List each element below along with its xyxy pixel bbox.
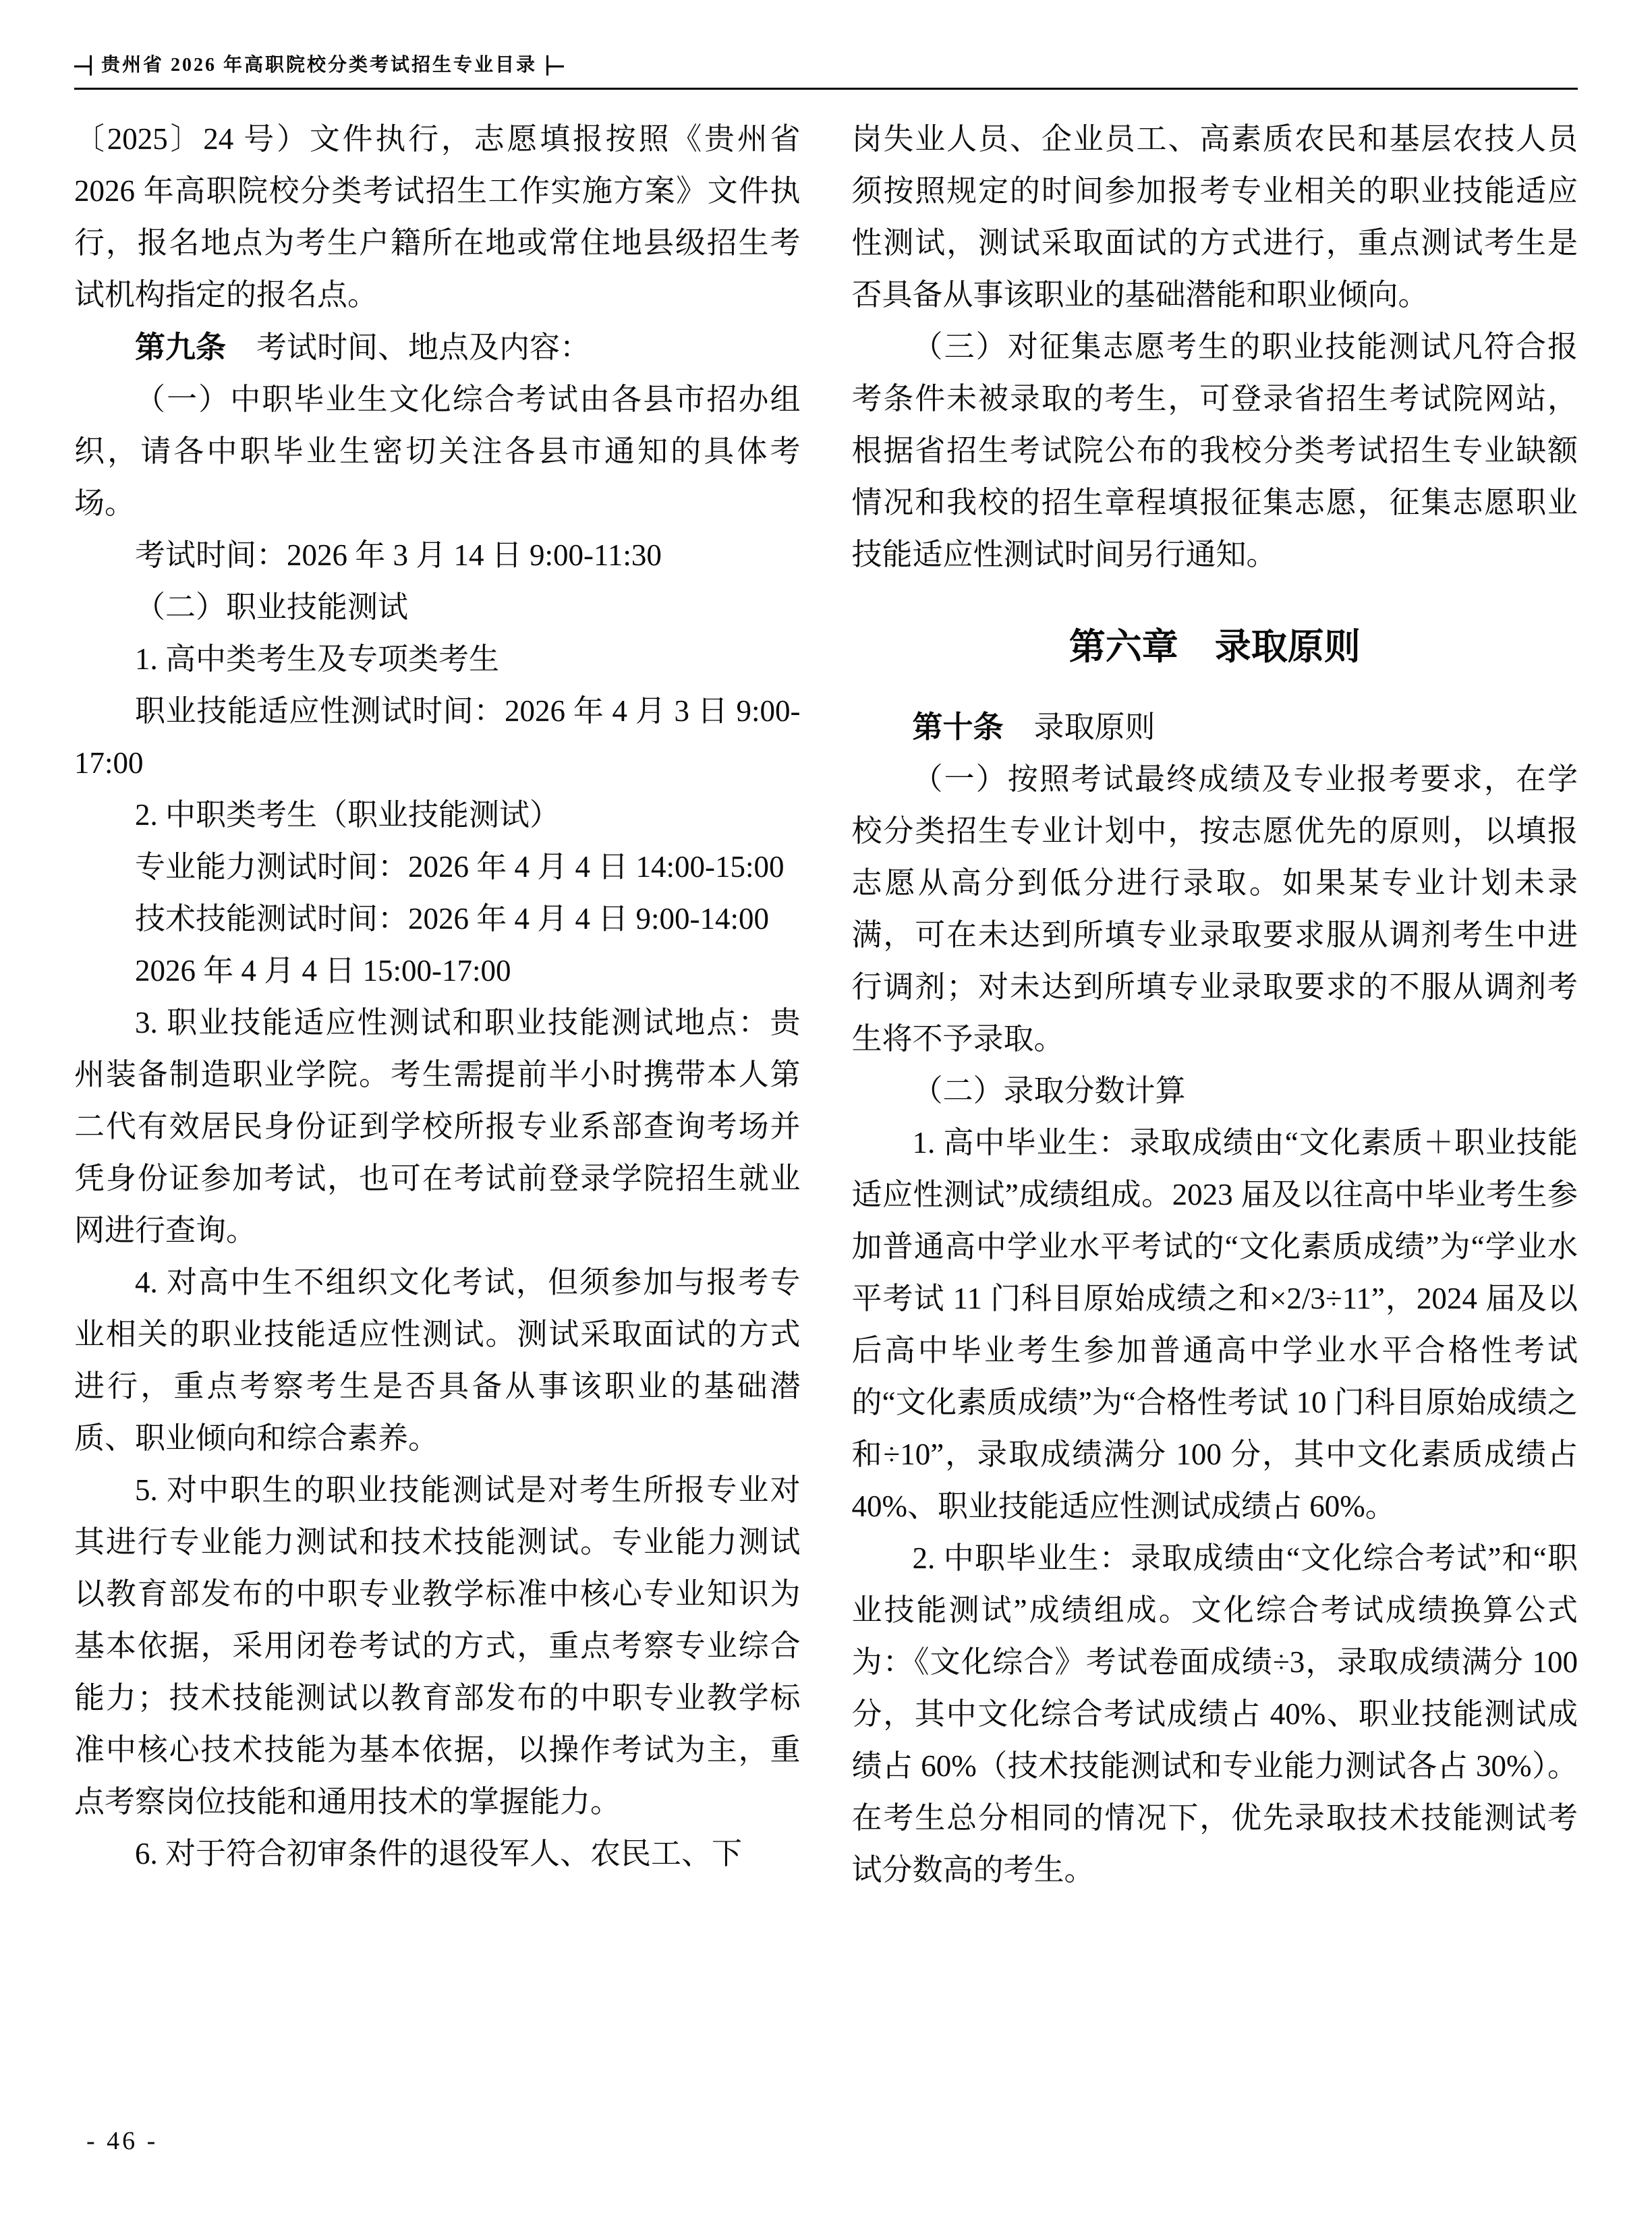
document-body	[74, 113, 1578, 1896]
paragraph: 5. 对中职生的职业技能测试是对考生所报专业对其进行专业能力测试和技术技能测试。专业能力测试以教育部发布的中职专业教学标准中核心专业知识为基本依据，采用闭卷考试的方式，重点考察专业综合能力；技术技能测试以教育部发布的中职专业教学标准中核心技术技能为基本依据，以操作考试为主，重点考察岗位技能和通用技术的掌握能力。	[74, 1473, 801, 1819]
paragraph: 岗失业人员、企业员工、高素质农民和基层农技人员须按照规定的时间参加报考专业相关的职业技能适应性测试，测试采取面试的方式进行，重点测试考生是否具备从事该职业的基础潜能和职业倾向。	[851, 122, 1578, 312]
paragraph: 4. 对高中生不组织文化考试，但须参加与报考专业相关的职业技能适应性测试。测试采取面试的方式进行，重点考察考生是否具备从事该职业的基础潜质、职业倾向和综合素养。	[74, 1265, 801, 1455]
paragraph: （一）中职毕业生文化综合考试由各县市招办组织，请各中职毕业生密切关注各县市通知的具体考场。	[74, 382, 801, 520]
paragraph: 2. 中职类考生（职业技能测试）	[135, 798, 561, 832]
header-title-row	[74, 54, 1578, 77]
paragraph: 职业技能适应性测试时间：2026 年 4 月 3 日 9:00-17:00	[74, 694, 801, 780]
header-title: 贵州省 2026 年高职院校分类考试招生专业目录	[101, 55, 538, 76]
paragraph: （一）按照考试最终成绩及专业报考要求，在学校分类招生专业计划中，按志愿优先的原则，以填报志愿从高分到低分进行录取。如果某专业计划未录满，可在未达到所填专业录取要求服从调剂考生中进行调剂；对未达到所填专业录取要求的不服从调剂考生将不予录取。	[851, 762, 1578, 1056]
page-number: - 46 -	[86, 2127, 159, 2155]
paragraph: 技术技能测试时间：2026 年 4 月 4 日 9:00-14:00	[135, 902, 769, 936]
chapter-heading: 第六章 录取原则	[1069, 627, 1361, 667]
header-tick-left-icon	[74, 55, 92, 76]
article-number: 第九条	[135, 330, 227, 364]
paragraph: 3. 职业技能适应性测试和职业技能测试地点：贵州装备制造职业学院。考生需提前半小时携带本人第二代有效居民身份证到学校所报专业系部查询考场并凭身份证参加考试，也可在考试前登录学院招生就业网进行查询。	[74, 1006, 801, 1247]
left-column	[74, 113, 801, 1896]
article-9-heading	[74, 321, 801, 374]
paragraph: 2026 年 4 月 4 日 15:00-17:00	[135, 954, 511, 988]
paragraph: （二）职业技能测试	[135, 590, 409, 624]
paragraph: 专业能力测试时间：2026 年 4 月 4 日 14:00-15:00	[135, 850, 785, 884]
paragraph: 1. 高中毕业生：录取成绩由“文化素质＋职业技能适应性测试”成绩组成。2023 届及以往高中毕业考生参加普通高中学业水平考试的“文化素质成绩”为“学业水平考试 11 门科目原始成绩之和×2/3÷11”，2024 届及以后高中毕业考生参加普通高中学业水平合格性考试的“文化素质成绩”为“合格性考试 10 门科目原始成绩之和÷10”，录取成绩满分 100 分，其中文化素质成绩占 40%、职业技能适应性测试成绩占 60%。	[851, 1126, 1578, 1523]
paragraph: （三）对征集志愿考生的职业技能测试凡符合报考条件未被录取的考生，可登录省招生考试院网站，根据省招生考试院公布的我校分类考试招生专业缺额情况和我校的招生章程填报征集志愿，征集志愿职业技能适应性测试时间另行通知。	[851, 330, 1578, 571]
paragraph: 2. 中职毕业生：录取成绩由“文化综合考试”和“职业技能测试”成绩组成。文化综合考试成绩换算公式为：《文化综合》考试卷面成绩÷3，录取成绩满分 100 分，其中文化综合考试成绩占 40%、职业技能测试成绩占 60%（技术技能测试和专业能力测试各占 30%）。在考生总分相同的情况下，优先录取技术技能测试考试分数高的考生。	[851, 1541, 1578, 1887]
paragraph: 考试时间：2026 年 3 月 14 日 9:00-11:30	[135, 538, 662, 572]
header-rule	[74, 88, 1578, 90]
paragraph: 6. 对于符合初审条件的退役军人、农民工、下	[135, 1837, 743, 1871]
article-number: 第十条	[912, 710, 1004, 744]
paragraph: 〔2025〕24 号）文件执行，志愿填报按照《贵州省 2026 年高职院校分类考试招生工作实施方案》文件执行，报名地点为考生户籍所在地或常住地县级招生考试机构指定的报名点。	[74, 122, 801, 312]
article-title: 考试时间、地点及内容：	[226, 331, 591, 364]
paragraph: 1. 高中类考生及专项类考生	[135, 642, 500, 676]
paragraph: （二）录取分数计算	[912, 1074, 1186, 1108]
header-tick-right-icon	[546, 55, 564, 76]
page-header	[74, 54, 1578, 90]
article-title: 录取原则	[1003, 710, 1156, 744]
right-column	[852, 113, 1578, 1896]
article-10-heading	[852, 701, 1578, 753]
